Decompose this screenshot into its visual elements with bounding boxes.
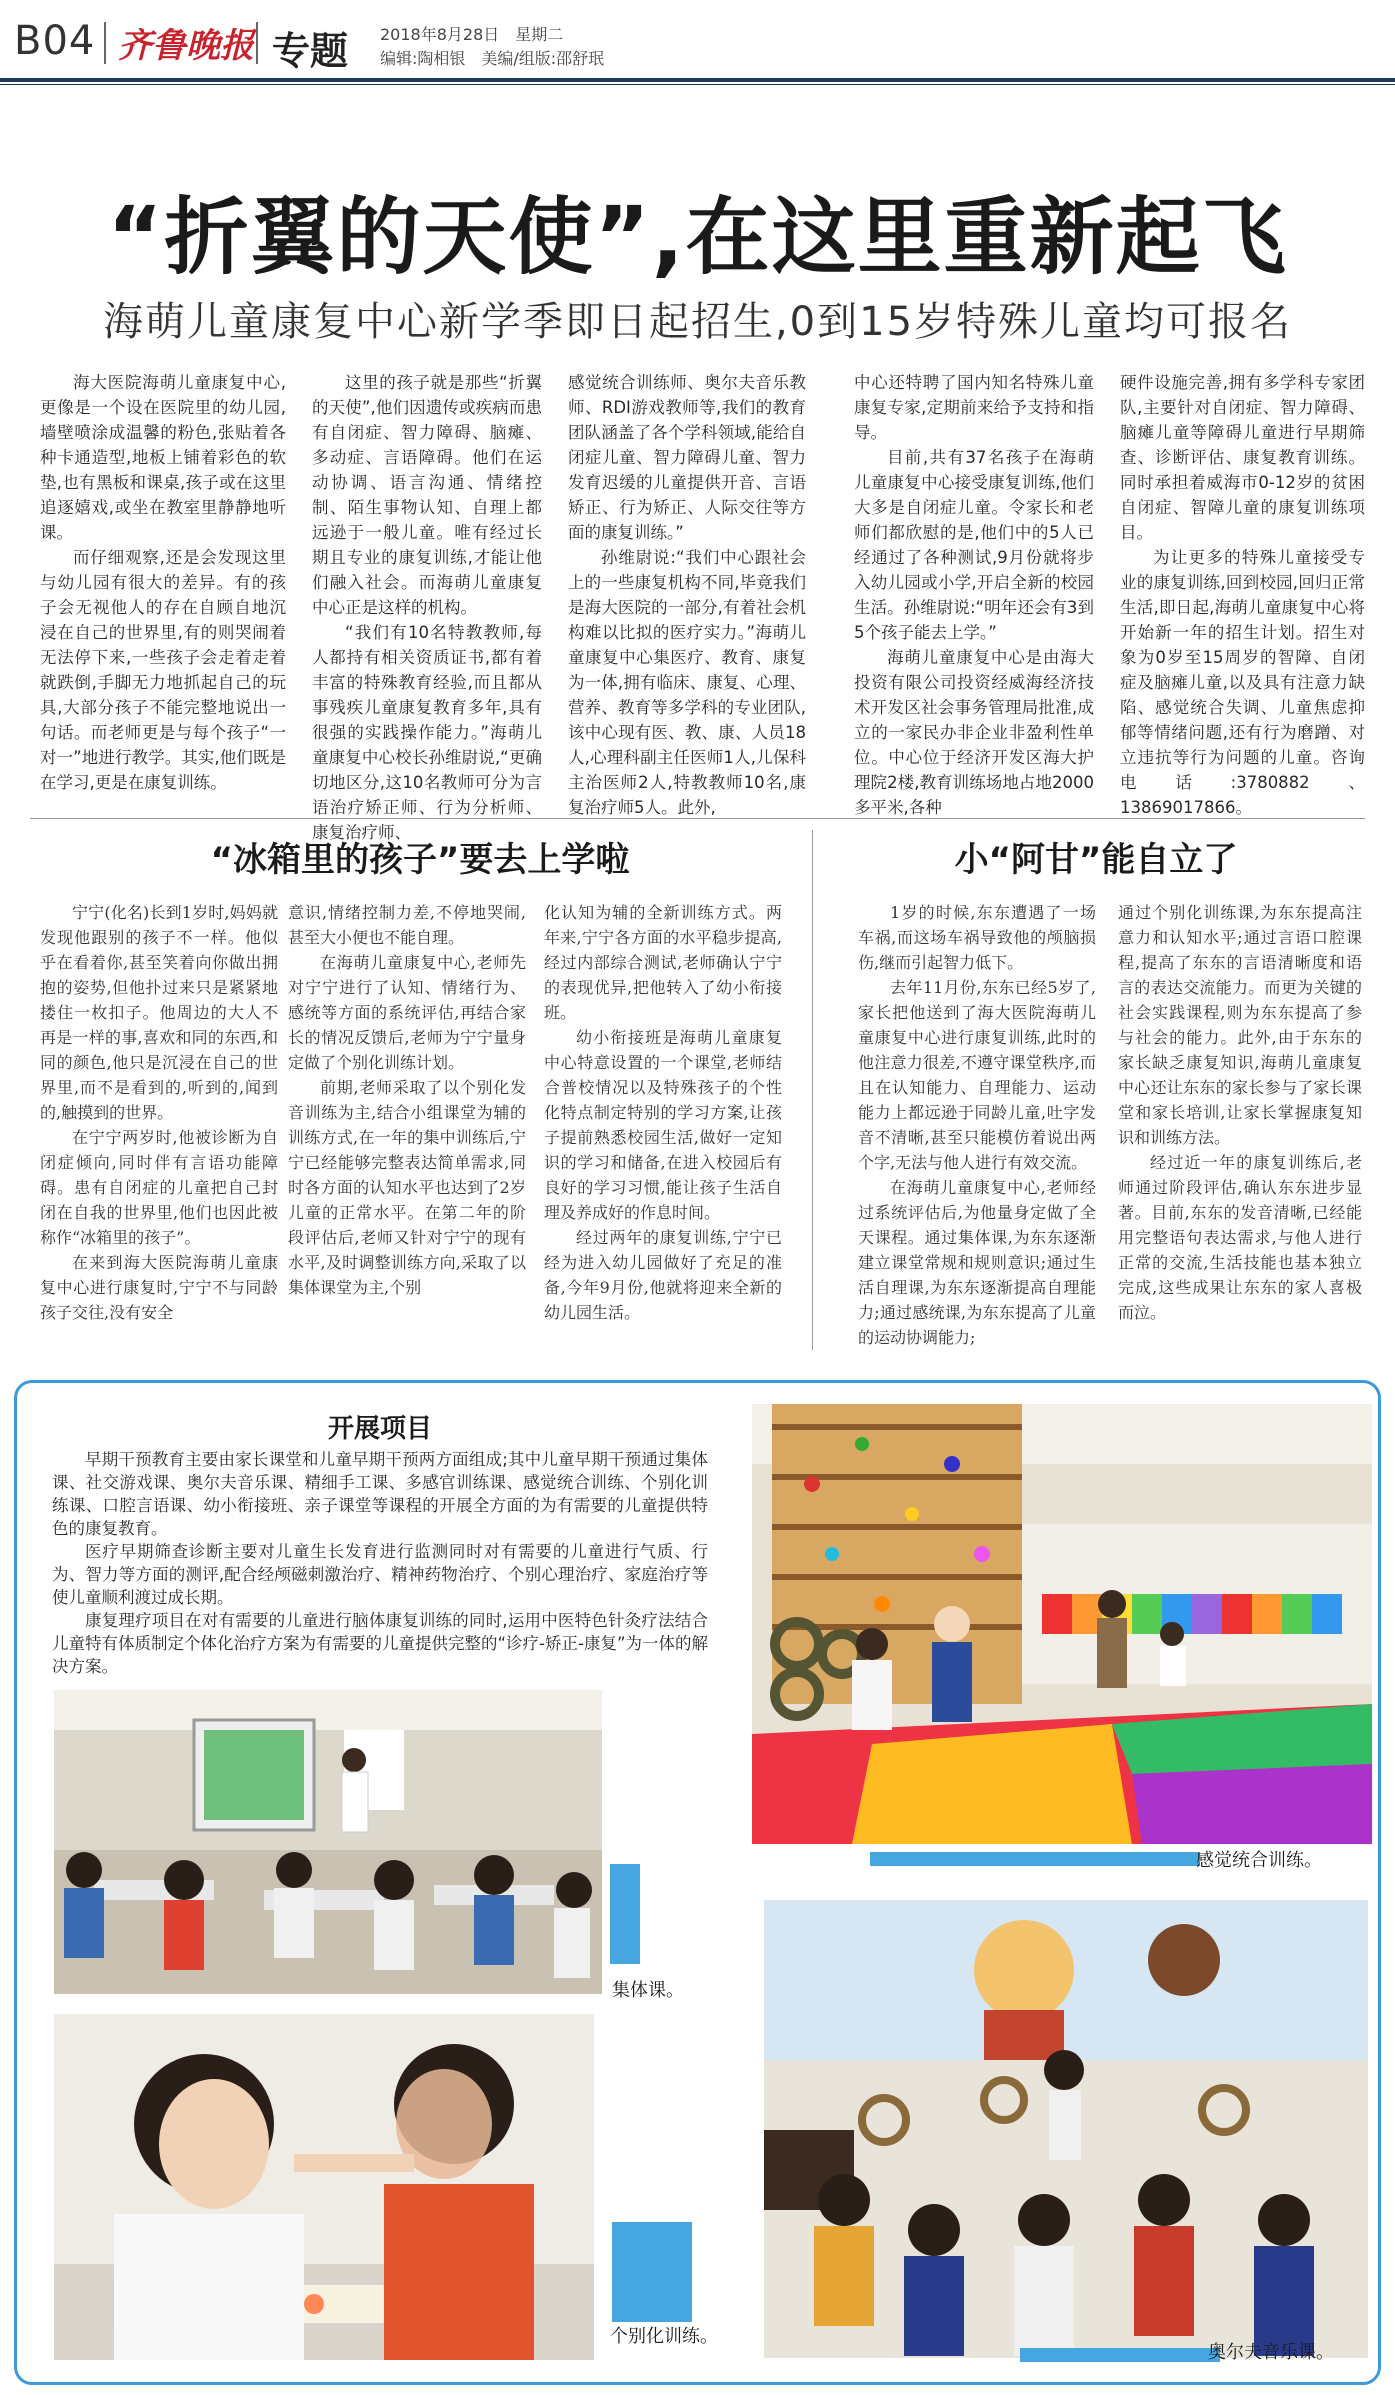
page-code: B04: [14, 18, 96, 64]
story-right-column-1: [858, 900, 1096, 1350]
page-subheadline: 海萌儿童康复中心新学季即日起招生,0到15岁特殊儿童均可报名: [102, 299, 1293, 345]
paragraph: 这里的孩子就是那些“折翼的天使”,他们因遗传或疾病而患有自闭症、智力障碍、脑瘫、多动症、言语障碍。他们在运动协调、语言沟通、情绪控制、陌生事物认知、自理上都远逊于一般儿童。唯有经过长期且专业的康复训练,才能让他们融入社会。而海萌儿童康复中心正是这样的机构。: [312, 373, 542, 617]
header-rule-thin: [0, 84, 1395, 85]
section-label: 专题: [272, 29, 349, 73]
paragraph: 在来到海大医院海萌儿童康复中心进行康复时,宁宁不与同龄孩子交往,没有安全: [40, 1253, 278, 1322]
paragraph: 幼小衔接班是海萌儿童康复中心特意设置的一个课堂,老师结合普校情况以及特殊孩子的个性化特点制定特别的学习方案,让孩子提前熟悉校园生活,做好一定知识的学习和储备,在进入校园后有良好的学习习惯,能让孩子生活自理及养成好的作息时间。: [544, 1028, 782, 1222]
photo-group-class: [54, 1690, 602, 1994]
main-article-column-3: [568, 370, 806, 820]
header-divider: [256, 22, 258, 64]
paragraph: 宁宁(化名)长到1岁时,妈妈就发现他跟别的孩子不一样。他似乎在看着你,甚至笑着向你做出拥抱的姿势,但他扑过来只是紧紧地搂住一枚扣子。他周边的大人不再是一样的事,喜欢和同的东西,和同的颜色,他只是沉浸在自己的世界里,而不是看到的,听到的,闻到的,触摸到的世界。: [40, 903, 278, 1122]
paragraph: 早期干预教育主要由家长课堂和儿童早期干预两方面组成;其中儿童早期干预通过集体课、社交游戏课、奥尔夫音乐课、精细手工课、多感官训练课、感觉统合训练、个别化训练课、口腔言语课、幼小衔接班、亲子课堂等课程的开展全方面的为有需要的儿童提供特色的康复教育。: [52, 1450, 708, 1538]
main-article-column-5: [1120, 370, 1365, 820]
paragraph: 康复理疗项目在对有需要的儿童进行脑体康复训练的同时,运用中医特色针灸疗法结合儿童特有体质制定个体化治疗方案为有需要的儿童提供完整的“诊疗-矫正-康复”为一体的解决方案。: [52, 1611, 709, 1676]
issue-date: 2018年8月28日 星期二: [380, 25, 564, 44]
paragraph: 在海萌儿童康复中心,老师先对宁宁进行了认知、情绪行为、感统等方面的系统评估,再结合家长的情况反馈后,老师为宁宁量身定做了个别化训练计划。: [288, 953, 526, 1072]
story-left-column-2: [288, 900, 526, 1300]
story-left-column-3: [544, 900, 782, 1325]
paragraph: 而仔细观察,还是会发现这里与幼儿园有很大的差异。有的孩子会无视他人的存在自顾自地沉浸在自己的世界里,有的则哭闹着无法停下来,一些孩子会走着走着就跌倒,手脚无力地抓起自己的玩具,大部分孩子不能完整地说出一句话。而老师更是与每个孩子“一对一”地进行教学。其实,他们既是在学习,更是在康复训练。: [40, 548, 286, 792]
page-headline: “折翼的天使”,在这里重新起飞: [107, 188, 1288, 286]
paragraph: 经过近一年的康复训练后,老师通过阶段评估,确认东东进步显著。目前,东东的发音清晰,已经能用完整语句表达需求,与他人进行正常的交流,生活技能也基本独立完成,这些成果让东东的家人喜极而泣。: [1118, 1153, 1362, 1322]
main-article-column-4: [854, 370, 1094, 820]
music-class-image: [764, 1900, 1368, 2358]
paragraph: 前期,老师采取了以个别化发音训练为主,结合小组课堂为辅的训练方式,在一年的集中训练后,宁宁已经能够完整表达简单需求,同时各方面的认知水平也达到了2岁儿童的正常水平。在第二年的阶段评估后,老师又针对宁宁的现有水平,及时调整训练方向,采取了以集体课堂为主,个别: [288, 1078, 526, 1297]
paragraph: 感觉统合训练师、奥尔夫音乐教师、RDI游戏教师等,我们的教育团队涵盖了各个学科领域,能给自闭症儿童、智力障碍儿童、智力发育迟缓的儿童提供开音、言语矫正、行为矫正、人际交往等方面的康复训练。”: [568, 373, 806, 542]
feature-text: [52, 1448, 708, 1678]
paragraph: 目前,共有37名孩子在海萌儿童康复中心接受康复训练,他们大多是自闭症儿童。令家长和老师们都欣慰的是,他们中的5人已经通过了各种测试,9月份就将步入幼儿园或小学,开启全新的校园生活。孙维尉说:“明年还会有3到5个孩子能去上学。”: [854, 448, 1094, 642]
paragraph: 1岁的时候,东东遭遇了一场车祸,而这场车祸导致他的颅脑损伤,继而引起智力低下。: [858, 903, 1096, 972]
caption-accent-bar: [610, 1864, 640, 1964]
paragraph: “我们有10名特教教师,每人都持有相关资质证书,都有着丰富的特殊教育经验,而且都从事残疾儿童康复教育多年,具有很强的实践操作能力。”海萌儿童康复中心校长孙维尉说,“更确切地区分,这10名教师可分为言语治疗矫正师、行为分析师、康复治疗师、: [312, 623, 542, 842]
main-article-column-2: [312, 370, 542, 845]
paragraph: 在海萌儿童康复中心,老师经过系统评估后,为他量身定做了全天课程。通过集体课,为东东逐渐建立课堂常规和规则意识;通过生活自理课,为东东逐渐提高自理能力;通过感统课,为东东提高了儿童的运动协调能力;: [858, 1178, 1096, 1347]
main-article-column-1: [40, 370, 286, 795]
paragraph: 孙维尉说:“我们中心跟社会上的一些康复机构不同,毕竟我们是海大医院的一部分,有着社会机构难以比拟的医疗实力。”海萌儿童康复中心集医疗、教育、康复为一体,拥有临床、康复、心理、营养、教育等多学科的专业团队,该中心现有医、教、康、人员18人,心理科副主任医师1人,儿保科主治医师2人,特教教师10名,康复治疗师5人。此外,: [568, 548, 806, 817]
photo-sensory-training: [752, 1404, 1372, 1844]
paragraph: 硬件设施完善,拥有多学科专家团队,主要针对自闭症、智力障碍、脑瘫儿童等障碍儿童进行早期筛查、诊断评估、康复教育训练。同时承担着威海市0-12岁的贫困自闭症、智障儿童的康复训练项目。: [1120, 373, 1365, 542]
paragraph: 经过两年的康复训练,宁宁已经为进入幼儿园做好了充足的准备,今年9月份,他就将迎来全新的幼儿园生活。: [544, 1228, 782, 1322]
paragraph: 中心还特聘了国内知名特殊儿童康复专家,定期前来给予支持和指导。: [854, 373, 1094, 442]
header-rule: [0, 78, 1395, 82]
photo-individual-training: [54, 2014, 594, 2360]
paragraph: 海萌儿童康复中心是由海大投资有限公司投资经威海经济技术开发区社会事务管理局批准,成立的一家民办非企业非盈利性单位。中心位于经济开发区海大护理院2楼,教育训练场地占地2000多平米,各种: [854, 648, 1094, 817]
sensory-room-image: [752, 1404, 1372, 1844]
story-right-column-2: [1118, 900, 1362, 1325]
caption-sensory: 感觉统合训练。: [1196, 1850, 1322, 1871]
paragraph: 去年11月份,东东已经5岁了,家长把他送到了海大医院海萌儿童康复中心进行康复训练,此时的他注意力很差,不遵守课堂秩序,而且在认知能力、自理能力、运动能力上都远逊于同龄儿童,吐字发音不清晰,甚至只能模仿着说出两个字,无法与他人进行有效交流。: [858, 978, 1096, 1172]
caption-orff: 奥尔夫音乐课。: [1208, 2342, 1334, 2363]
paragraph: 海大医院海萌儿童康复中心,更像是一个设在医院里的幼儿园,墙壁喷涂成温馨的粉色,张贴着各种卡通造型,地板上铺着彩色的软垫,也有黑板和课桌,孩子或在这里追逐嬉戏,或坐在教室里静静地听课。: [40, 373, 286, 542]
paragraph: 意识,情绪控制力差,不停地哭闹,甚至大小便也不能自理。: [288, 903, 526, 947]
paragraph: 通过个别化训练课,为东东提高注意力和认知水平;通过言语口腔课程,提高了东东的言语清晰度和语言的表达交流能力。而更为关键的社会实践课程,则为东东提高了参与社会的能力。此外,由于东东的家长缺乏康复知识,海萌儿童康复中心还让东东的家长参与了家长课堂和家长培训,让家长掌握康复知识和训练方法。: [1118, 903, 1362, 1147]
story-left-title: “冰箱里的孩子”要去上学啦: [210, 840, 630, 880]
caption-accent-bar: [612, 2222, 692, 2322]
paragraph: 为让更多的特殊儿童接受专业的康复训练,回到校园,回归正常生活,即日起,海萌儿童康复中心将开始新一年的招生计划。招生对象为0岁至15周岁的智障、自闭症及脑瘫儿童,以及具有注意力缺陷、感觉统合失调、儿童焦虑抑郁等情绪问题,还有行为磨蹭、对立违抗等行为问题的儿童。咨询电话:3780882、13869017866。: [1120, 548, 1365, 817]
caption-accent-bar: [870, 1852, 1200, 1866]
individual-session-image: [54, 2014, 594, 2360]
paragraph: 化认知为辅的全新训练方式。两年来,宁宁各方面的水平稳步提高,经过内部综合测试,老师确认宁宁的表现优异,把他转入了幼小衔接班。: [544, 903, 782, 1022]
masthead-logo: 齐鲁晚报: [118, 26, 254, 66]
paragraph: 医疗早期筛查诊断主要对儿童生长发育进行监测同时对有需要的儿童进行气质、行为、智力等方面的测评,配合经颅磁刺激治疗、精神药物治疗、个别心理治疗、家庭治疗等使儿童顺利渡过成长期。: [52, 1542, 708, 1607]
caption-individual: 个别化训练。: [610, 2326, 718, 2347]
photo-orff-music: [764, 1900, 1368, 2358]
section-divider: [30, 818, 1365, 819]
caption-accent-bar: [1020, 2348, 1220, 2362]
editor-credits: 编辑:陶相银 美编/组版:邵舒珉: [380, 49, 605, 68]
story-left-column-1: [40, 900, 278, 1325]
caption-group: 集体课。: [612, 1980, 684, 2001]
header-divider: [104, 22, 106, 64]
story-divider: [812, 830, 813, 1350]
paragraph: 在宁宁两岁时,他被诊断为自闭症倾向,同时伴有言语功能障碍。患有自闭症的儿童把自己封闭在自我的世界里,他们也因此被称作“冰箱里的孩子”。: [40, 1128, 278, 1247]
story-right-title: 小“阿甘”能自立了: [954, 840, 1238, 880]
feature-title: 开展项目: [327, 1414, 432, 1444]
page-header: [0, 0, 1395, 80]
classroom-image: [54, 1690, 602, 1994]
